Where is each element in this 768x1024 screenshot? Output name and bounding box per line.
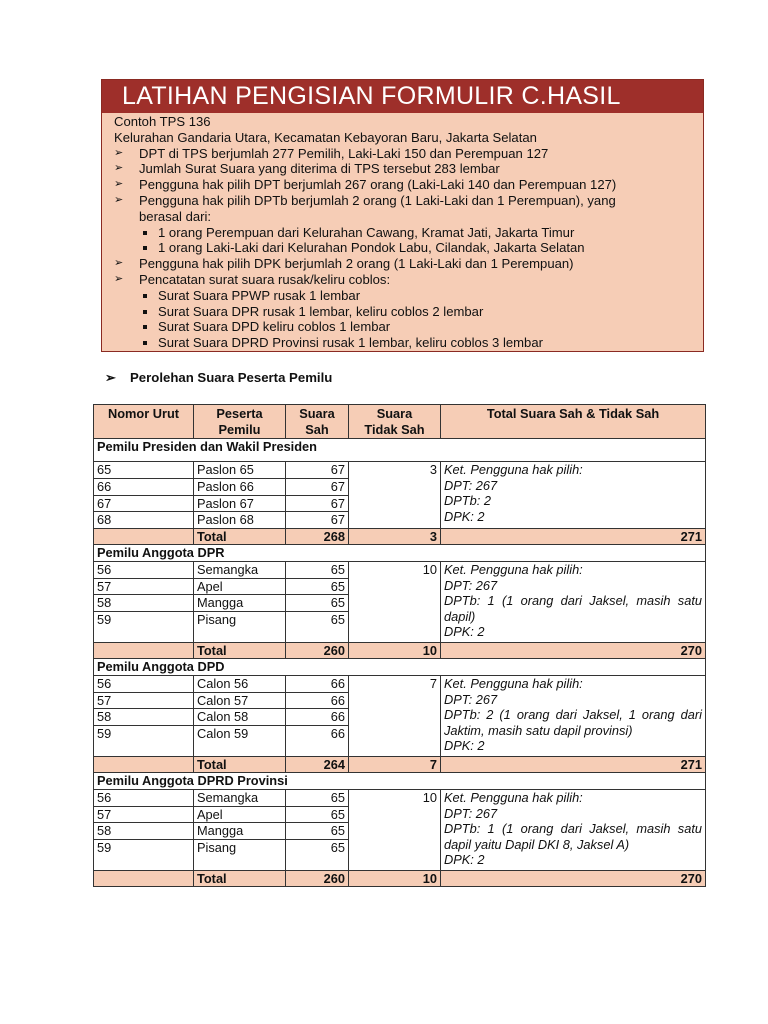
- arrow-bullet-icon: ➢: [114, 162, 124, 175]
- total-all: 270: [441, 642, 706, 659]
- sub-list-item: [114, 240, 693, 256]
- notes-dptb: DPTb: 2 (1 orang dari Jaksel, 1 orang dari Jaktim, masih satu dapil provinsi): [444, 707, 702, 738]
- group-header-row: [94, 773, 706, 790]
- notes-dpt: DPT: 267: [444, 577, 498, 593]
- list-item-text: DPT di TPS berjumlah 277 Pemilih, Laki-Laki 150 dan Perempuan 127: [139, 145, 549, 161]
- col-header-peserta: Peserta Pemilu: [194, 405, 286, 439]
- sub-list-item: [114, 335, 693, 351]
- suara-sah-cell: 65: [286, 561, 349, 578]
- page-title: LATIHAN PENGISIAN FORMULIR C.HASIL: [102, 80, 703, 113]
- list-item: [114, 193, 693, 209]
- arrow-bullet-icon: ➢: [114, 257, 124, 270]
- suara-sah-cell: 66: [286, 725, 349, 756]
- group-header-row: [94, 659, 706, 676]
- tps-example-label: Contoh TPS 136: [114, 114, 211, 129]
- notes-dpk: DPK: 2: [444, 738, 485, 754]
- notes-dptb: DPTb: 1 (1 orang dari Jaksel, masih satu dapil): [444, 593, 702, 624]
- nomor-cell: 66: [94, 479, 194, 496]
- suara-sah-cell: 67: [286, 495, 349, 512]
- suara-sah-cell: 67: [286, 512, 349, 529]
- list-item-continuation: berasal dari:: [139, 208, 212, 224]
- nomor-cell: 59: [94, 839, 194, 870]
- suara-tidak-sah-cell: 3: [349, 462, 441, 529]
- nomor-cell: 57: [94, 806, 194, 823]
- nomor-cell: 68: [94, 512, 194, 529]
- notes-dptb: DPTb: 2: [444, 493, 491, 509]
- total-sah: 260: [286, 870, 349, 887]
- list-item: [114, 272, 693, 288]
- total-label: Total: [194, 528, 286, 545]
- suara-sah-cell: 65: [286, 611, 349, 642]
- suara-sah-cell: 66: [286, 692, 349, 709]
- sub-list-item-text: 1 orang Laki-Laki dari Kelurahan Pondok Labu, Cilandak, Jakarta Selatan: [158, 240, 585, 256]
- arrow-bullet-icon: ➢: [114, 146, 124, 159]
- total-tidak-sah: 10: [349, 870, 441, 887]
- peserta-cell: Mangga: [194, 595, 286, 612]
- total-sah: 260: [286, 642, 349, 659]
- peserta-cell: Calon 58: [194, 709, 286, 726]
- notes-title: Ket. Pengguna hak pilih:: [444, 462, 583, 477]
- vote-results-table: [93, 404, 706, 887]
- peserta-cell: Paslon 68: [194, 512, 286, 529]
- list-item-text: Pencatatan surat suara rusak/keliru coblos:: [139, 271, 391, 287]
- peserta-cell: Apel: [194, 578, 286, 595]
- total-blank-cell: [94, 642, 194, 659]
- total-all: 270: [441, 870, 706, 887]
- arrow-bullet-icon: ➢: [114, 193, 124, 206]
- suara-sah-cell: 65: [286, 806, 349, 823]
- suara-sah-cell: 66: [286, 709, 349, 726]
- peserta-cell: Paslon 66: [194, 479, 286, 496]
- notes-title: Ket. Pengguna hak pilih:: [444, 789, 583, 805]
- nomor-cell: 58: [94, 823, 194, 840]
- col-header-suara-tidak-sah: Suara Tidak Sah: [349, 405, 441, 439]
- square-bullet-icon: [143, 231, 147, 235]
- notes-title: Ket. Pengguna hak pilih:: [444, 675, 583, 691]
- table-row: [94, 462, 706, 479]
- total-row: [94, 870, 706, 887]
- total-blank-cell: [94, 756, 194, 773]
- sub-list-item-text: 1 orang Perempuan dari Kelurahan Cawang, Kramat Jati, Jakarta Timur: [158, 224, 575, 240]
- peserta-cell: Paslon 65: [194, 462, 286, 479]
- group-title: Pemilu Anggota DPD: [94, 659, 706, 676]
- voter-notes-cell: [441, 561, 706, 642]
- nomor-cell: 56: [94, 789, 194, 806]
- nomor-cell: 58: [94, 595, 194, 612]
- arrow-bullet-icon: ➢: [114, 178, 124, 191]
- total-label: Total: [194, 642, 286, 659]
- suara-sah-cell: 65: [286, 595, 349, 612]
- table-row: [94, 561, 706, 578]
- total-all: 271: [441, 756, 706, 773]
- suara-sah-cell: 66: [286, 675, 349, 692]
- nomor-cell: 56: [94, 561, 194, 578]
- total-tidak-sah: 10: [349, 642, 441, 659]
- location-text: Kelurahan Gandaria Utara, Kecamatan Kebayoran Baru, Jakarta Selatan: [114, 129, 537, 145]
- sub-list-item: [114, 319, 693, 335]
- total-label: Total: [194, 870, 286, 887]
- exercise-details: [102, 113, 703, 351]
- notes-title: Ket. Pengguna hak pilih:: [444, 561, 583, 577]
- notes-dpk: DPK: 2: [444, 624, 485, 640]
- table-row: [94, 789, 706, 806]
- nomor-cell: 56: [94, 675, 194, 692]
- suara-sah-cell: 67: [286, 479, 349, 496]
- suara-sah-cell: 67: [286, 462, 349, 479]
- list-item: [114, 146, 693, 162]
- total-row: [94, 528, 706, 545]
- group-header-row: [94, 545, 706, 562]
- list-item: [114, 256, 693, 272]
- peserta-cell: Calon 59: [194, 725, 286, 756]
- total-all: 271: [441, 528, 706, 545]
- group-title: Pemilu Presiden dan Wakil Presiden: [94, 439, 706, 462]
- notes-dpk: DPK: 2: [444, 852, 485, 868]
- col-header-total: Total Suara Sah & Tidak Sah: [441, 405, 706, 439]
- total-row: [94, 756, 706, 773]
- group-title: Pemilu Anggota DPRD Provinsi: [94, 773, 706, 790]
- total-label: Total: [194, 756, 286, 773]
- notes-dptb: DPTb: 1 (1 orang dari Jaksel, masih satu dapil yaitu Dapil DKI 8, Jaksel A): [444, 821, 702, 852]
- list-item: [114, 161, 693, 177]
- sub-list-item: [114, 304, 693, 320]
- peserta-cell: Apel: [194, 806, 286, 823]
- section-title: Perolehan Suara Peserta Pemilu: [130, 370, 333, 385]
- sub-list-item-text: Surat Suara DPD keliru coblos 1 lembar: [158, 319, 391, 335]
- voter-notes-cell: [441, 675, 706, 756]
- section-heading: [105, 370, 332, 386]
- voter-notes-cell: [441, 789, 706, 870]
- list-item: [114, 177, 693, 193]
- list-item-text: Pengguna hak pilih DPTb berjumlah 2 orang (1 Laki-Laki dan 1 Perempuan), yang: [139, 192, 616, 208]
- total-row: [94, 642, 706, 659]
- square-bullet-icon: [143, 341, 147, 345]
- group-title: Pemilu Anggota DPR: [94, 545, 706, 562]
- suara-sah-cell: 65: [286, 578, 349, 595]
- nomor-cell: 57: [94, 692, 194, 709]
- list-item-text: Pengguna hak pilih DPT berjumlah 267 orang (Laki-Laki 140 dan Perempuan 127): [139, 177, 617, 193]
- total-tidak-sah: 7: [349, 756, 441, 773]
- peserta-cell: Semangka: [194, 789, 286, 806]
- list-item-text: Pengguna hak pilih DPK berjumlah 2 orang (1 Laki-Laki dan 1 Perempuan): [139, 256, 574, 272]
- sub-list-item-text: Surat Suara PPWP rusak 1 lembar: [158, 287, 361, 303]
- col-header-nomor: Nomor Urut: [94, 405, 194, 439]
- suara-tidak-sah-cell: 10: [349, 789, 441, 870]
- arrow-bullet-icon: ➢: [114, 272, 124, 285]
- peserta-cell: Paslon 67: [194, 495, 286, 512]
- table-header-row: [94, 405, 706, 439]
- suara-tidak-sah-cell: 7: [349, 675, 441, 756]
- suara-tidak-sah-cell: 10: [349, 561, 441, 642]
- voter-notes-cell: [441, 462, 706, 529]
- sub-list-item-text: Surat Suara DPR rusak 1 lembar, keliru coblos 2 lembar: [158, 303, 484, 319]
- nomor-cell: 58: [94, 709, 194, 726]
- total-sah: 264: [286, 756, 349, 773]
- notes-dpk: DPK: 2: [444, 508, 485, 524]
- peserta-cell: Semangka: [194, 561, 286, 578]
- notes-dpt: DPT: 267: [444, 477, 498, 493]
- nomor-cell: 59: [94, 725, 194, 756]
- total-tidak-sah: 3: [349, 528, 441, 545]
- total-blank-cell: [94, 528, 194, 545]
- peserta-cell: Calon 57: [194, 692, 286, 709]
- exercise-info-box: [101, 79, 704, 352]
- nomor-cell: 59: [94, 611, 194, 642]
- square-bullet-icon: [143, 294, 147, 298]
- group-header-row: [94, 439, 706, 462]
- square-bullet-icon: [143, 325, 147, 329]
- square-bullet-icon: [143, 310, 147, 314]
- sub-list-item: [114, 225, 693, 241]
- notes-dpt: DPT: 267: [444, 691, 498, 707]
- notes-dpt: DPT: 267: [444, 805, 498, 821]
- peserta-cell: Mangga: [194, 823, 286, 840]
- nomor-cell: 57: [94, 578, 194, 595]
- arrow-bullet-icon: ➢: [105, 370, 117, 385]
- suara-sah-cell: 65: [286, 823, 349, 840]
- nomor-cell: 65: [94, 462, 194, 479]
- square-bullet-icon: [143, 246, 147, 250]
- list-item-text: Jumlah Surat Suara yang diterima di TPS tersebut 283 lembar: [139, 161, 500, 177]
- suara-sah-cell: 65: [286, 789, 349, 806]
- nomor-cell: 67: [94, 495, 194, 512]
- peserta-cell: Calon 56: [194, 675, 286, 692]
- peserta-cell: Pisang: [194, 611, 286, 642]
- total-blank-cell: [94, 870, 194, 887]
- col-header-suara-sah: Suara Sah: [286, 405, 349, 439]
- table-row: [94, 675, 706, 692]
- total-sah: 268: [286, 528, 349, 545]
- suara-sah-cell: 65: [286, 839, 349, 870]
- peserta-cell: Pisang: [194, 839, 286, 870]
- sub-list-item: [114, 288, 693, 304]
- sub-list-item-text: Surat Suara DPRD Provinsi rusak 1 lembar, keliru coblos 3 lembar: [158, 335, 543, 351]
